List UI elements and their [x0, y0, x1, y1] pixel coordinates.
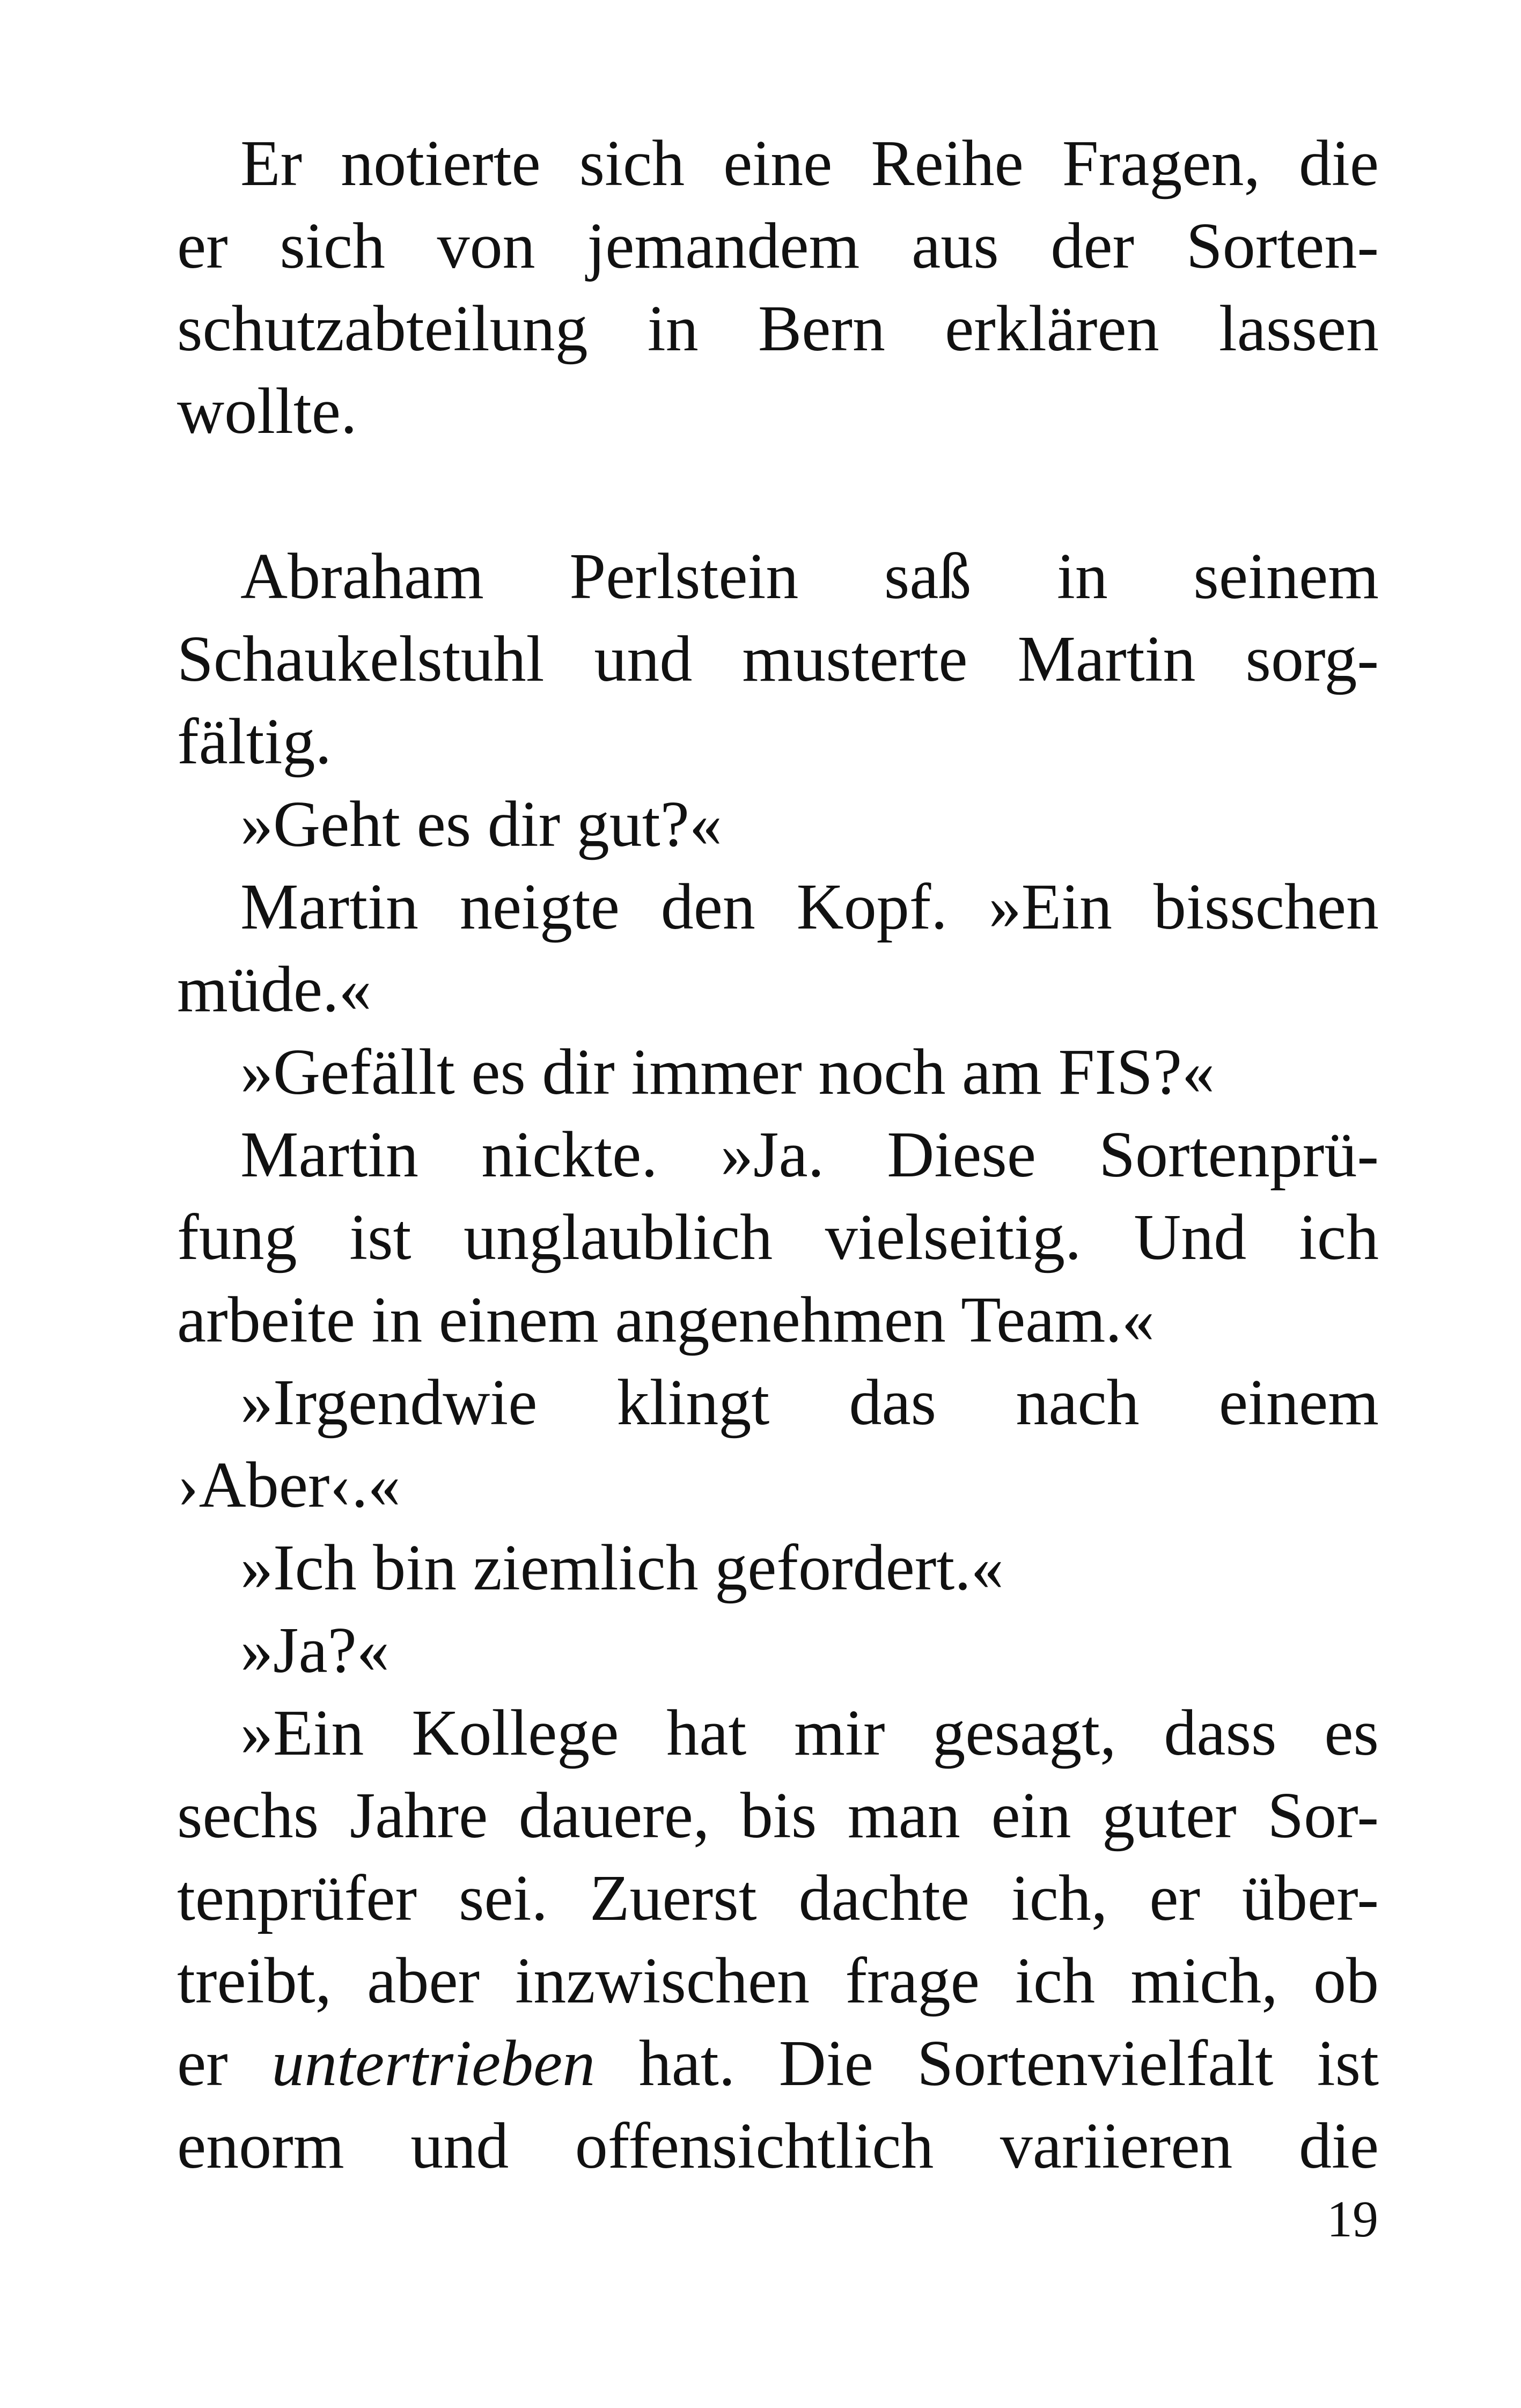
text-line: »Geht es dir gut?« [240, 788, 722, 860]
text-line: tenprüfer sei. Zuerst dachte ich, er über- [177, 1862, 1379, 1934]
section-break [177, 453, 1379, 535]
text-line: arbeite in einem angenehmen Team.« [177, 1284, 1155, 1356]
text-line: Schaukelstuhl und musterte Martin sorg- [177, 623, 1379, 695]
emphasized-word: untertrieben [271, 2027, 596, 2100]
text-line: »Irgendwie klingt das nach einem [240, 1366, 1379, 1439]
body-text [177, 122, 1379, 2188]
text-fragment: er [177, 2027, 272, 2100]
text-line: wollte. [177, 375, 357, 447]
text-line: »Ich bin ziemlich gefordert.« [240, 1531, 1004, 1604]
text-line: er sich von jemandem aus der Sorten- [177, 210, 1379, 282]
text-line [177, 2022, 1379, 2105]
text-line: ›Aber‹.« [177, 1449, 401, 1521]
page-number: 19 [1327, 2190, 1378, 2248]
text-line: treibt, aber inzwischen frage ich mich, ob [177, 1945, 1379, 2017]
text-line: »Ein Kollege hat mir gesagt, dass es [240, 1697, 1379, 1769]
text-line: sechs Jahre dauere, bis man ein guter Sor- [177, 1779, 1379, 1852]
text-line: Er notierte sich eine Reihe Fragen, die [240, 127, 1379, 200]
text-line: Martin nickte. »Ja. Diese Sortenprü- [240, 1118, 1379, 1191]
text-line: fung ist unglaublich vielseitig. Und ich [177, 1201, 1379, 1273]
text-line: müde.« [177, 953, 372, 1026]
text-fragment: hat. Die Sortenvielfalt ist [595, 2027, 1379, 2100]
text-line: fältig. [177, 705, 332, 778]
text-line: Abraham Perlstein saß in seinem [240, 540, 1379, 613]
text-line: enorm und offensichtlich variieren die [177, 2110, 1379, 2182]
text-line: schutzabteilung in Bern erklären lassen [177, 292, 1379, 365]
text-line: »Gefällt es dir immer noch am FIS?« [240, 1036, 1215, 1108]
text-line: Martin neigte den Kopf. »Ein bisschen [240, 871, 1379, 943]
text-line: »Ja?« [240, 1614, 390, 1687]
